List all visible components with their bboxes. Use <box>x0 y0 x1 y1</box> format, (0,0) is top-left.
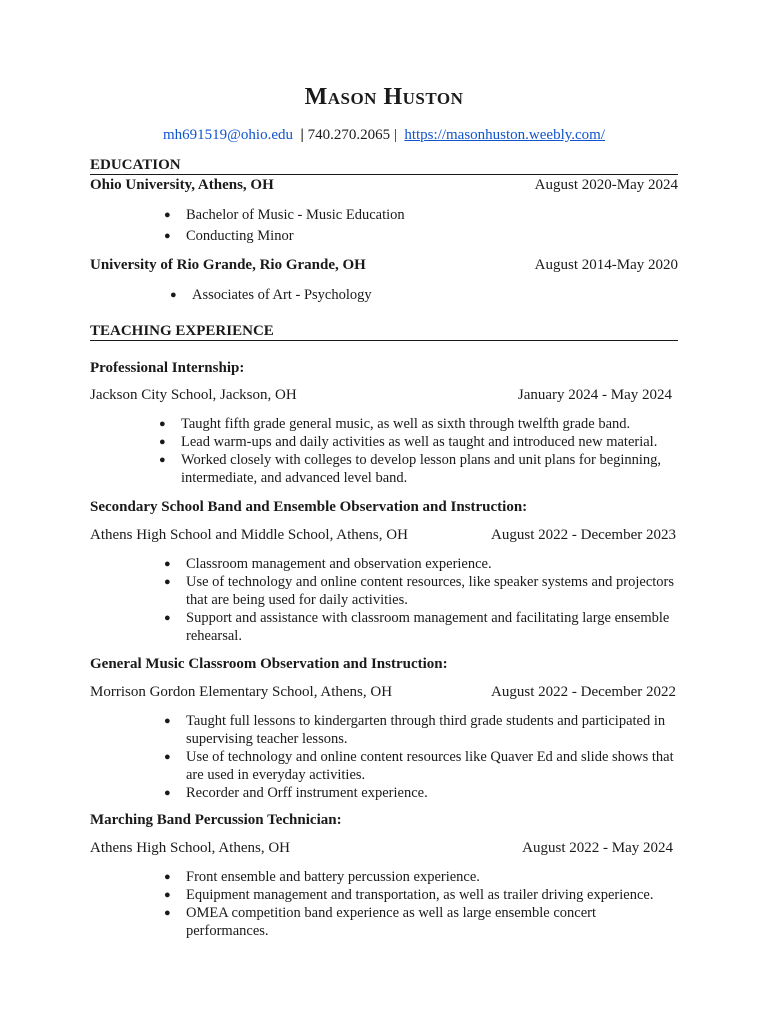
list-item <box>162 748 680 784</box>
contact-line <box>0 127 768 144</box>
resume-name: Mason Huston <box>304 84 464 110</box>
list-item <box>162 886 672 904</box>
bullet-text: Classroom management and observation experience. <box>186 556 492 572</box>
list-item <box>162 904 672 940</box>
bullet-text: Associates of Art - Psychology <box>192 287 372 303</box>
bullet-icon: ● <box>159 454 166 466</box>
school-dates: August 2014-May 2020 <box>534 257 678 273</box>
bullet-text: Bachelor of Music - Music Education <box>186 207 405 223</box>
bullet-text: Taught full lessons to kindergarten through third grade students and participated in supervising teacher lessons. <box>186 713 666 747</box>
bullet-text: Equipment management and transportation, as well as trailer driving experience. <box>186 887 654 903</box>
email-link[interactable]: mh691519@ohio.edu <box>162 127 294 143</box>
job-dates: August 2022 - December 2022 <box>491 684 676 700</box>
job-dates: January 2024 - May 2024 <box>517 387 672 403</box>
bullet-text: Support and assistance with classroom management and facilitating large ensemble rehearsal. <box>186 610 670 644</box>
job-place: Morrison Gordon Elementary School, Athens, OH <box>90 684 393 700</box>
list-item <box>162 555 680 573</box>
bullet-text: OMEA competition band experience as well as large ensemble concert performances. <box>186 905 597 939</box>
bullet-icon: ● <box>164 230 171 242</box>
bullet-icon: ● <box>164 871 171 883</box>
bullet-icon: ● <box>164 209 171 221</box>
job-place: Athens High School and Middle School, Athens, OH <box>90 527 408 543</box>
bullet-icon: ● <box>164 612 171 624</box>
bullet-text: Taught fifth grade general music, as well as sixth through twelfth grade band. <box>181 416 631 432</box>
school-bullets <box>168 286 668 304</box>
job-bullets <box>157 415 677 487</box>
list-item <box>162 206 662 224</box>
list-item <box>162 609 680 645</box>
job-bullets <box>162 555 680 645</box>
bullet-icon: ● <box>164 558 171 570</box>
section-title-teaching: TEACHING EXPERIENCE <box>90 323 678 341</box>
bullet-text: Use of technology and online content resources, like speaker systems and projectors that are being used for daily activities. <box>186 574 675 608</box>
section-title-education: EDUCATION <box>90 157 678 175</box>
list-item <box>157 433 677 451</box>
bullet-icon: ● <box>164 715 171 727</box>
job-dates: August 2022 - May 2024 <box>522 840 673 856</box>
bullet-text: Worked closely with colleges to develop lesson plans and unit plans for beginning, intermediate, and advanced level band. <box>181 452 662 486</box>
bullet-text: Lead warm-ups and daily activities as well as taught and introduced new material. <box>181 434 658 450</box>
list-item <box>168 286 668 304</box>
job-title: Professional Internship: <box>90 360 245 376</box>
bullet-icon: ● <box>164 751 171 763</box>
bullet-text: Recorder and Orff instrument experience. <box>186 785 428 801</box>
bullet-text: Front ensemble and battery percussion experience. <box>186 869 480 885</box>
website-link[interactable]: https://masonhuston.weebly.com/ <box>404 127 606 143</box>
job-bullets <box>162 712 680 802</box>
school-name: Ohio University, Athens, OH <box>90 177 274 193</box>
job-title: General Music Classroom Observation and Instruction: <box>90 656 448 672</box>
list-item <box>157 451 677 487</box>
job-bullets <box>162 868 672 940</box>
bullet-icon: ● <box>164 787 171 799</box>
school-bullets <box>162 206 662 245</box>
job-title: Secondary School Band and Ensemble Observation and Instruction: <box>90 499 528 515</box>
bullet-icon: ● <box>164 889 171 901</box>
job-title: Marching Band Percussion Technician: <box>90 812 342 828</box>
phone-number: 740.270.2065 <box>307 127 391 143</box>
list-item <box>162 868 672 886</box>
bullet-icon: ● <box>164 907 171 919</box>
separator: | <box>300 127 304 143</box>
bullet-icon: ● <box>159 436 166 448</box>
separator: | <box>393 127 397 143</box>
list-item <box>162 712 680 748</box>
list-item <box>162 573 680 609</box>
list-item <box>162 227 662 245</box>
school-name: University of Rio Grande, Rio Grande, OH <box>90 257 366 273</box>
bullet-text: Conducting Minor <box>186 228 294 244</box>
bullet-icon: ● <box>159 418 166 430</box>
bullet-icon: ● <box>170 289 177 301</box>
list-item <box>157 415 677 433</box>
job-place: Athens High School, Athens, OH <box>90 840 290 856</box>
job-place: Jackson City School, Jackson, OH <box>90 387 297 403</box>
list-item <box>162 784 680 802</box>
bullet-text: Use of technology and online content resources like Quaver Ed and slide shows that are used in everyday activities. <box>186 749 674 783</box>
school-dates: August 2020-May 2024 <box>534 177 678 193</box>
bullet-icon: ● <box>164 576 171 588</box>
job-dates: August 2022 - December 2023 <box>491 527 676 543</box>
